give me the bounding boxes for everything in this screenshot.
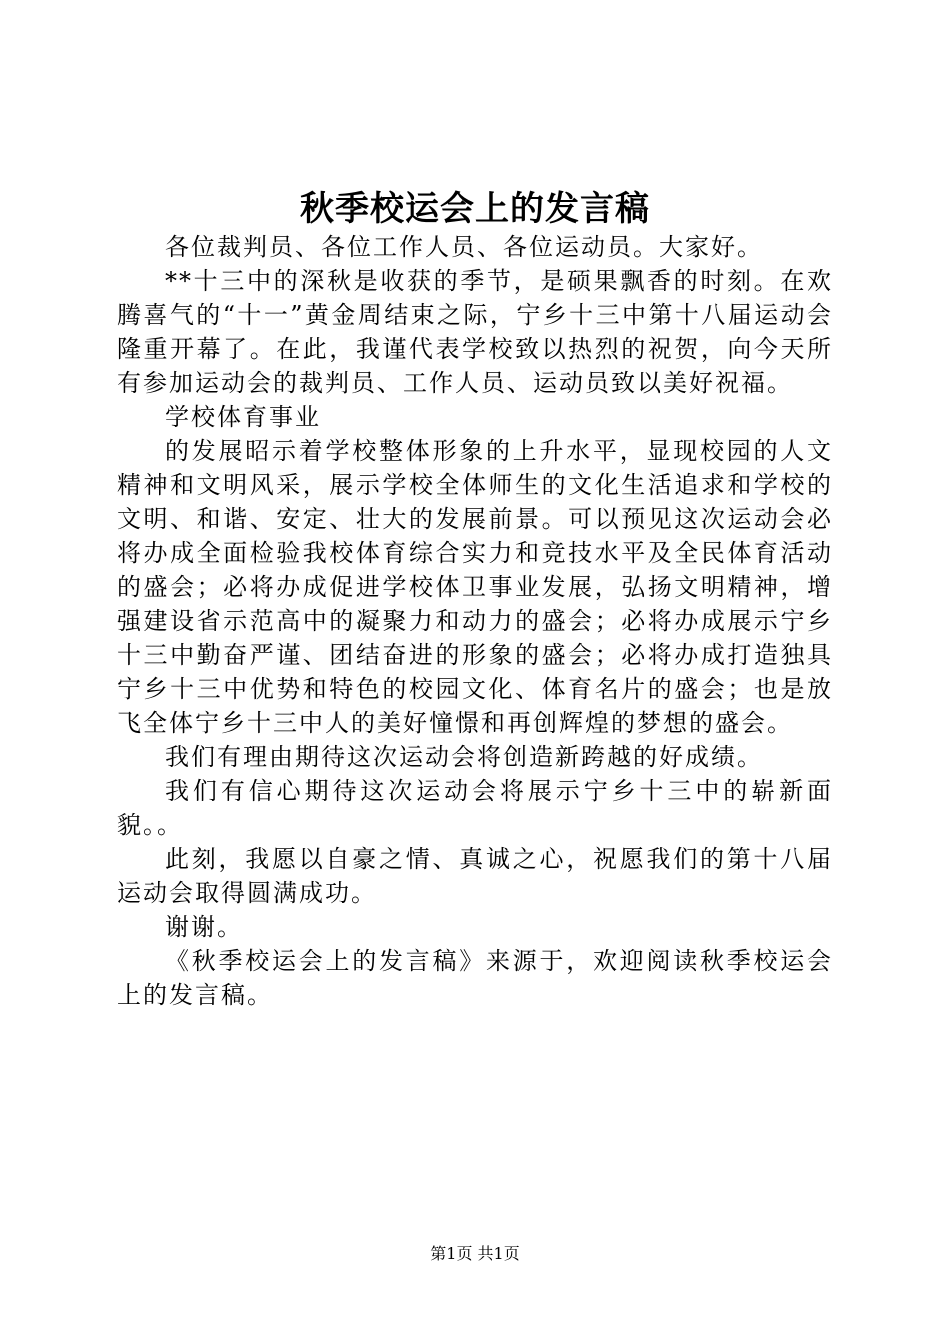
wishes-paragraph: 此刻，我愿以自豪之情、真诚之心，祝愿我们的第十八届运动会取得圆满成功。 bbox=[117, 845, 833, 907]
greeting-paragraph: 各位裁判员、各位工作人员、各位运动员。大家好。 bbox=[165, 233, 763, 261]
document-title: 秋季校运会上的发言稿 bbox=[300, 189, 650, 229]
page-number-footer: 第1页 共1页 bbox=[430, 1244, 520, 1263]
body-paragraph: 我们有理由期待这次运动会将创造新跨越的好成绩。 bbox=[165, 743, 763, 771]
body-paragraph: 的发展昭示着学校整体形象的上升水平，显现校园的人文精神和文明风采，展示学校全体师生的文化生活追求和学校的文明、和谐、安定、壮大的发展前景。可以预见这次运动会必将办成全面检验我校体育综合实力和竞技水平及全民体育活动的盛会；必将办成促进学校体卫事业发展，弘扬文明精神，增强建设省示范高中的凝聚力和动力的盛会；必将办成展示宁乡十三中勤奋严谨、团结奋进的形象的盛会；必将办成打造独具宁乡十三中优势和特色的校园文化、体育名片的盛会；也是放飞全体宁乡十三中人的美好憧憬和再创辉煌的梦想的盛会。 bbox=[117, 437, 833, 737]
document-body bbox=[117, 230, 833, 1012]
thanks-paragraph: 谢谢。 bbox=[165, 913, 243, 941]
opening-paragraph: **十三中的深秋是收获的季节，是硕果飘香的时刻。在欢腾喜气的“十一”黄金周结束之际，宁乡十三中第十八届运动会隆重开幕了。在此，我谨代表学校致以热烈的祝贺，向今天所有参加运动会的裁判员、工作人员、运动员致以美好祝福。 bbox=[117, 267, 833, 397]
body-paragraph: 我们有信心期待这次运动会将展示宁乡十三中的崭新面貌。。 bbox=[117, 777, 833, 839]
body-paragraph: 学校体育事业 bbox=[165, 403, 321, 431]
source-paragraph: 《秋季校运会上的发言稿》来源于，欢迎阅读秋季校运会上的发言稿。 bbox=[117, 947, 833, 1009]
